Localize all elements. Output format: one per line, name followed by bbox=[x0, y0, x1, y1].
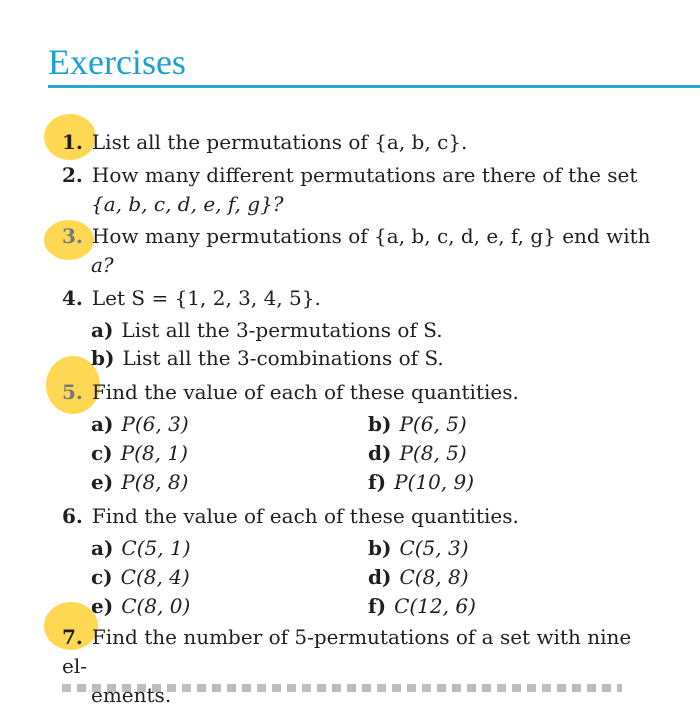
exercise-4-part-b: b) List all the 3-combinations of S. bbox=[91, 346, 444, 370]
exercise-number: 3. bbox=[62, 224, 83, 248]
exercise-text-continued: {a, b, c, d, e, f, g}? bbox=[91, 192, 284, 216]
exercise-6-part-a: a) C(5, 1) bbox=[91, 536, 191, 560]
exercise-5-part-c: c) P(8, 1) bbox=[91, 441, 188, 465]
exercise-6-part-c: c) C(8, 4) bbox=[91, 565, 190, 589]
exercise-4-part-a: a) List all the 3-permutations of S. bbox=[91, 318, 443, 342]
exercise-number: 5. bbox=[62, 380, 83, 404]
exercise-text: Find the value of each of these quantities. bbox=[91, 380, 519, 404]
exercise-6-part-d: d) C(8, 8) bbox=[368, 565, 469, 589]
exercise-number: 4. bbox=[62, 286, 83, 310]
exercise-2 bbox=[62, 161, 662, 219]
exercise-5 bbox=[62, 378, 662, 407]
exercise-5-part-f: f) P(10, 9) bbox=[368, 470, 475, 494]
exercise-number: 6. bbox=[62, 504, 83, 528]
exercise-text-continued: ements. bbox=[91, 683, 172, 707]
exercise-number: 1. bbox=[62, 130, 83, 154]
exercise-number: 2. bbox=[62, 163, 83, 187]
exercise-5-part-b: b) P(6, 5) bbox=[368, 412, 467, 436]
exercise-text: How many different permutations are there of the set bbox=[91, 163, 638, 187]
exercise-5-part-e: e) P(8, 8) bbox=[91, 470, 189, 494]
exercise-5-part-d: d) P(8, 5) bbox=[368, 441, 467, 465]
exercise-text: Let S = {1, 2, 3, 4, 5}. bbox=[91, 286, 321, 310]
exercise-text: Find the value of each of these quantities. bbox=[91, 504, 519, 528]
exercise-5-part-a: a) P(6, 3) bbox=[91, 412, 189, 436]
exercise-text: Find the number of 5-permutations of a set with nine el- bbox=[62, 625, 632, 678]
exercise-number: 7. bbox=[62, 625, 83, 649]
section-title: Exercises bbox=[48, 42, 186, 82]
exercise-1 bbox=[62, 128, 662, 157]
title-underline bbox=[48, 85, 700, 88]
exercise-6 bbox=[62, 502, 662, 531]
exercise-7 bbox=[62, 623, 662, 710]
exercise-text-continued: a? bbox=[91, 253, 114, 277]
exercise-6-part-e: e) C(8, 0) bbox=[91, 594, 191, 618]
exercise-6-part-f: f) C(12, 6) bbox=[368, 594, 476, 618]
exercise-3 bbox=[62, 222, 662, 280]
exercise-4 bbox=[62, 284, 662, 313]
exercise-text: List all the permutations of {a, b, c}. bbox=[91, 130, 468, 154]
exercise-6-part-b: b) C(5, 3) bbox=[368, 536, 469, 560]
exercise-text: How many permutations of {a, b, c, d, e, f, g} end with bbox=[91, 224, 651, 248]
